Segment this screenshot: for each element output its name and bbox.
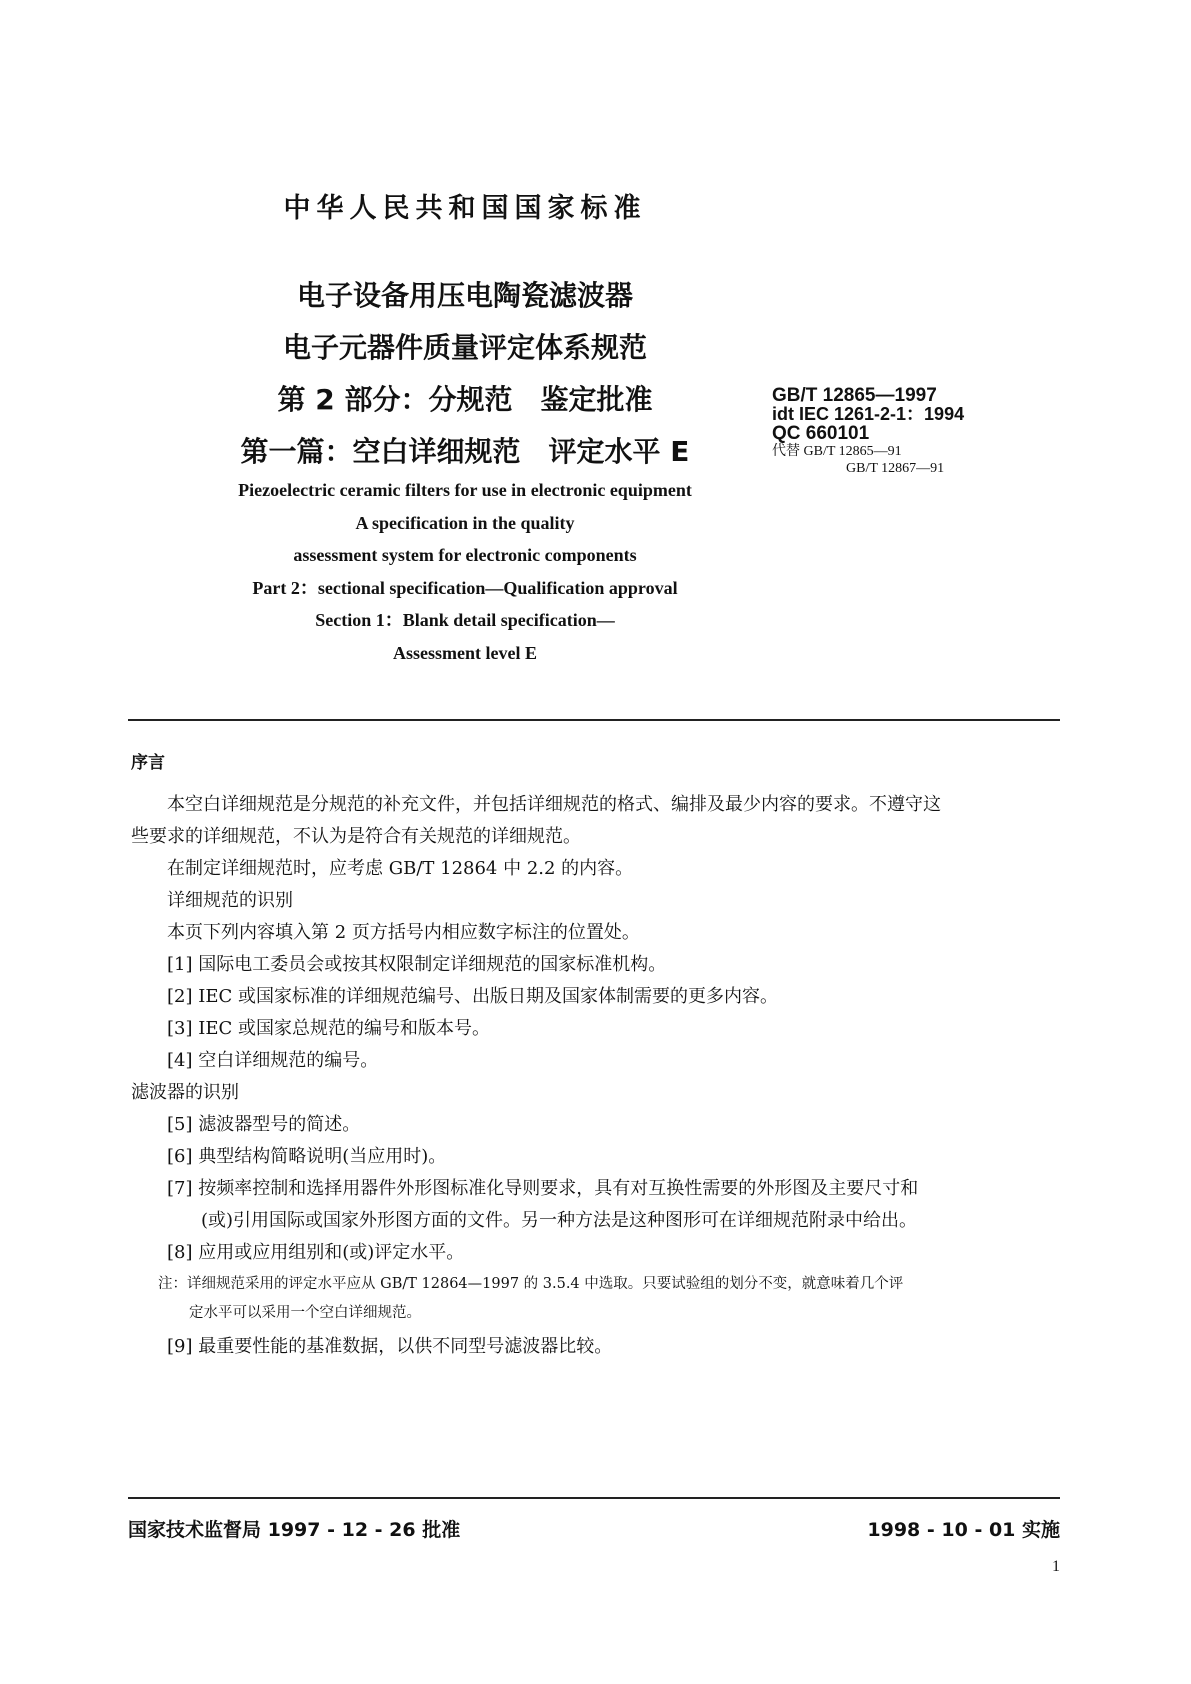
replaces-standard: 代替 GB/T 12865—91 (772, 444, 902, 459)
list-item: [6] 典型结构简略说明(当应用时)。 (167, 1146, 447, 1167)
en-title-line: Assessment level E (393, 642, 537, 663)
paragraph-line: 本页下列内容填入第 2 页方括号内相应数字标注的位置处。 (167, 922, 640, 943)
paragraph-line: 在制定详细规范时，应考虑 GB/T 12864 中 2.2 的内容。 (167, 858, 634, 879)
implementation-date: 1998 - 10 - 01 实施 (867, 1519, 1060, 1541)
list-item: [9] 最重要性能的基准数据，以供不同型号滤波器比较。 (167, 1336, 613, 1357)
paragraph-line: 些要求的详细规范，不认为是符合有关规范的详细规范。 (131, 826, 581, 847)
note-line: 定水平可以采用一个空白详细规范。 (189, 1305, 421, 1321)
bottom-divider (128, 1497, 1060, 1499)
subheading: 滤波器的识别 (131, 1082, 239, 1103)
list-item: [2] IEC 或国家标准的详细规范编号、出版日期及国家体制需要的更多内容。 (167, 986, 778, 1007)
preface-heading: 序言 (131, 753, 165, 773)
national-standard-header: 中华人民共和国国家标准 (283, 193, 647, 224)
list-item: [5] 滤波器型号的简述。 (167, 1114, 361, 1135)
list-item: [1] 国际电工委员会或按其权限制定详细规范的国家标准机构。 (167, 954, 667, 975)
en-title-line: Piezoelectric ceramic filters for use in electronic equipment (238, 480, 692, 500)
cn-title-line: 第一篇：空白详细规范 评定水平 E (240, 435, 690, 468)
standard-number: GB/T 12865—1997 (772, 385, 937, 406)
en-title-line: Section 1：Blank detail specification— (315, 610, 615, 631)
cn-title-line: 第 2 部分：分规范 鉴定批准 (277, 383, 653, 416)
standard-number-block (772, 386, 1012, 477)
list-item: [4] 空白详细规范的编号。 (167, 1050, 379, 1071)
note-line: 注：详细规范采用的评定水平应从 GB/T 12864—1997 的 3.5.4 中选取。只要试验组的划分不变，就意味着几个评 (158, 1276, 904, 1292)
replaces-standard: GB/T 12867—91 (846, 461, 945, 476)
cn-title-line: 电子设备用压电陶瓷滤波器 (296, 279, 633, 312)
list-item-continuation: (或)引用国际或国家外形图方面的文件。另一种方法是这种图形可在详细规范附录中给出。 (201, 1210, 918, 1231)
list-item: [3] IEC 或国家总规范的编号和版本号。 (167, 1018, 490, 1039)
paragraph-line: 详细规范的识别 (167, 890, 293, 911)
en-title-line: assessment system for electronic components (293, 545, 637, 566)
paragraph-line: 本空白详细规范是分规范的补充文件，并包括详细规范的格式、编排及最少内容的要求。不遵守这 (167, 794, 941, 815)
qc-number: QC 660101 (772, 423, 870, 444)
top-divider (128, 719, 1060, 721)
approval-date: 国家技术监督局 1997 - 12 - 26 批准 (128, 1519, 461, 1541)
page-number: 1 (1052, 1558, 1060, 1575)
idt-reference: idt IEC 1261-2-1：1994 (772, 404, 965, 424)
en-title-line: A specification in the quality (355, 512, 575, 533)
list-item: [8] 应用或应用组别和(或)评定水平。 (167, 1242, 465, 1263)
cn-title-line: 电子元器件质量评定体系规范 (282, 331, 647, 364)
english-title-block (0, 474, 930, 670)
en-title-line: Part 2：sectional specification—Qualification approval (252, 577, 678, 598)
list-item: [7] 按频率控制和选择用器件外形图标准化导则要求，具有对互换性需要的外形图及主要尺寸和 (167, 1178, 919, 1199)
